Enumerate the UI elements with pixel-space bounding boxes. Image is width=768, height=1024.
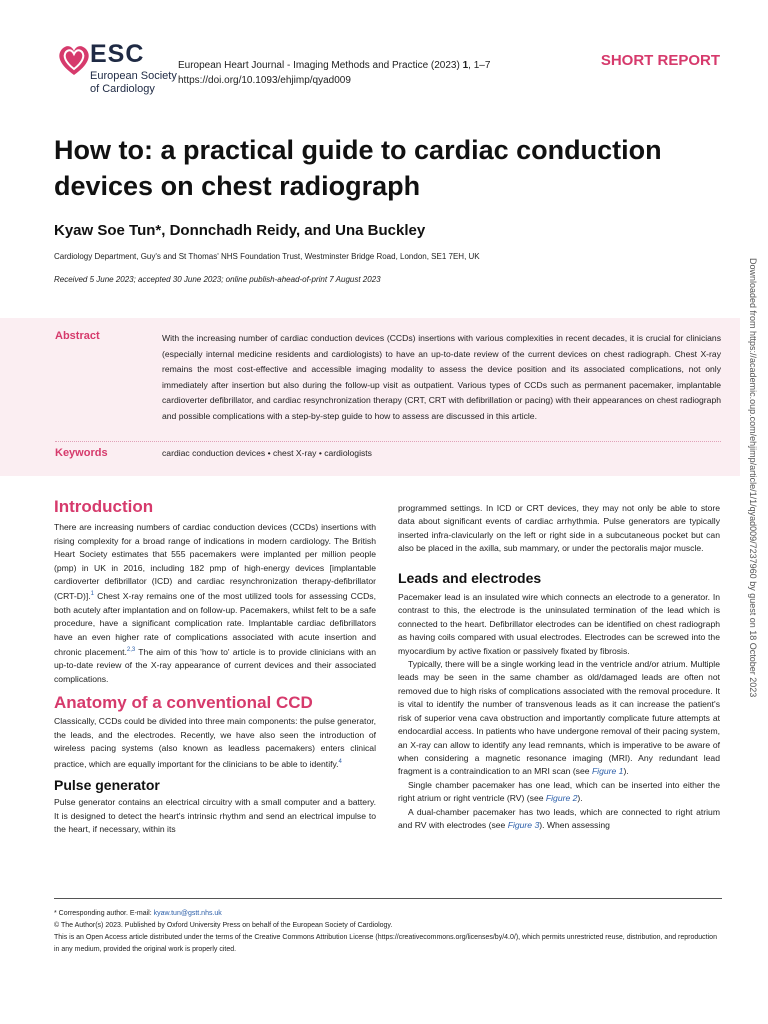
anatomy-paragraph: Classically, CCDs could be divided into three main components: the pulse generator, the leads, and the electrodes. Recently, we have also seen the introduction of wireless pacing systems (also known as leadless pacemakers) enters clinical practice, which are equally important for the clinicians to be able to identify.$^4$ — [54, 716, 376, 769]
pulse-generator-continued: programmed settings. In ICD or CRT devices, they may not only be able to store data about significant events of cardiac arrhythmia. Pulse generators are typically inserted infra-clavicularly on the left or right side in a subcutaneous pocket but can also be placed in the axilla, sub mammary, or under the pectoralis major muscle. — [398, 503, 720, 554]
received-dates: Received 5 June 2023; accepted 30 June 2023; online publish-ahead-of-print 7 August 2023 — [54, 275, 381, 284]
esc-logo-text: ESC — [90, 40, 145, 68]
journal-citation — [178, 58, 490, 88]
abstract-text: With the increasing number of cardiac conduction devices (CCDs) insertions with various complexities in recent decades, it is crucial for clinicians (especially internal medicine residents and cardiologists) to have an up-to-date review of the current devices on chest radiograph. Chest X-ray remains the most cost-effective and accessible imaging modality to assess the device position and its associated complications, not only immediately after insertion but also during the follow-up visit as outpatient. Various types of CCDs such as permanent pacemaker, implantable cardioverter defibrillator, and cardiac resynchronization therapy (CRT, CRT with defibrillation or pacing) with their appearances on chest radiograph and possible complications with a step-by-step guide to how to assess are discussed in this article. — [162, 333, 721, 421]
abstract-divider — [55, 441, 721, 442]
leads-paragraph-4: A dual-chamber pacemaker has two leads, which are connected to right atrium and RV with electrodes (see Figure 3). When assessing — [398, 806, 720, 830]
introduction-paragraph: There are increasing numbers of cardiac conduction devices (CCDs) insertions with rising complexity for a broad range of indications in modern cardiology. The British Heart Society estimates that 555 pacemakers were implanted per million people (pmp) in UK in 2016, including 182 pmp of high-energy devices [implantable cardioverter defibrillator (ICD) and cardiac resynchronization therapy-defibrillator (CRT-D)].$^1$ Chest X-ray remains one of the most utilized tools for assessing CCDs, both acutely after implantation and on follow-up. Pacemakers, whilst felt to be a safe procedure, have a significant complication rate. Implantable cardiac defibrillators have an even higher rate of complications associated with acute insertion and chronic placement.$^{2,3}$ The aim of this 'how to' article is to provide clinicians with an up-to-date review of the X-ray appearance of current devices and their associated complications. — [54, 522, 376, 684]
introduction-heading: Introduction — [54, 497, 154, 516]
pulse-generator-paragraph: Pulse generator contains an electrical circuitry with a small computer and a battery. It is designed to detect the heart's intrinsic rhythm and send an electrical impulse to the heart, if necessary, within its — [54, 797, 376, 835]
leads-paragraph-3: Single chamber pacemaker has one lead, which can be inserted into either the right atrium or right ventricle (RV) (see Figure 2). — [398, 779, 720, 804]
journal-pages: , 1–7 — [468, 60, 491, 71]
article-title: How to: a practical guide to cardiac conduction devices on chest radiograph — [54, 135, 662, 201]
reference-4[interactable]: 4 — [338, 758, 342, 765]
footnote-divider — [54, 898, 722, 899]
download-sidebar — [744, 258, 758, 778]
article-type-label: SHORT REPORT — [600, 52, 720, 69]
reference-2-3[interactable]: 2,3 — [126, 646, 136, 653]
anatomy-heading: Anatomy of a conventional CCD — [54, 693, 313, 712]
keywords-list: cardiac conduction devices • chest X-ray • cardiologists — [162, 448, 372, 458]
copyright-note: © The Author(s) 2023. Published by Oxford University Press on behalf of the European Society of Cardiology. — [54, 922, 393, 929]
doi-link[interactable]: https://doi.org/10.1093/ehjimp/qyad009 — [178, 75, 351, 86]
reference-1[interactable]: 1 — [90, 591, 94, 598]
figure-1-link[interactable]: Figure 1 — [591, 766, 624, 777]
figure-3-link[interactable]: Figure 3 — [507, 819, 540, 830]
leads-heading: Leads and electrodes — [398, 569, 542, 586]
logo-sub-line-1: European Society — [90, 70, 177, 82]
left-column — [54, 497, 376, 837]
corresponding-author-note: * Corresponding author. E-mail: kyaw.tun@gstt.nhs.uk — [54, 910, 222, 917]
journal-volume: 1 — [462, 60, 469, 71]
figure-2-link[interactable]: Figure 2 — [545, 793, 578, 804]
leads-paragraph-1: Pacemaker lead is an insulated wire which connects an electrode to a generator. In contrast to this, the electrode is the uninsulated termination of the lead which is connected to the heart. Defibrillator electrodes can be identified on chest radiograph as having coils compared with usual electrodes. Electrodes can be screwed into the myocardium by active fixation or passively fixated by fibrosis. — [398, 592, 720, 656]
journal-name: European Heart Journal - Imaging Methods and Practice (2023) — [178, 60, 460, 71]
keywords-label: Keywords — [55, 447, 108, 459]
email-link[interactable]: kyaw.tun@gstt.nhs.uk — [153, 910, 222, 917]
license-note: This is an Open Access article distributed under the terms of the Creative Commons Attribution License (https://creativecommons.org/licenses/by/4.0/), which permits unrestricted reuse, distribution, and reproduction in any medium, provided the original work is properly cited. — [54, 934, 717, 953]
author-list: Kyaw Soe Tun*, Donnchadh Reidy, and Una Buckley — [54, 222, 426, 239]
pulse-generator-heading: Pulse generator — [54, 776, 160, 793]
affiliation: Cardiology Department, Guy's and St Thomas' NHS Foundation Trust, Westminster Bridge Road, London, SE1 7EH, UK — [54, 252, 480, 261]
esc-logo-subtitle — [90, 70, 177, 96]
abstract-label: Abstract — [55, 330, 100, 342]
right-column — [398, 502, 720, 832]
logo-sub-line-2: of Cardiology — [90, 83, 155, 95]
esc-heart-logo-icon — [54, 40, 94, 80]
leads-paragraph-2: Typically, there will be a single working lead in the ventricle and/or atrium. Multiple leads may be seen in the same chamber as old/damaged leads are often not removed due to high risks of complications associated with the removal procedure. It is vital to identify the number of transvenous leads as it can increase the patient's risk of superior vena cava obstruction and importantly complicate future attempts at endocardial access. In patients who have undergone removal of their pacing system, an X-ray can allow to identify any lead remnants, which is imperative to be aware of when considering a magnetic resonance imaging (MRI). Any redundant lead fragment is a contraindication to an MRI scan (see Figure 1). — [398, 659, 720, 777]
download-note: Downloaded from https://academic.oup.com/ehjimp/article/1/1/qyad009/7237960 by guest on 18 October 2023 — [748, 258, 758, 698]
